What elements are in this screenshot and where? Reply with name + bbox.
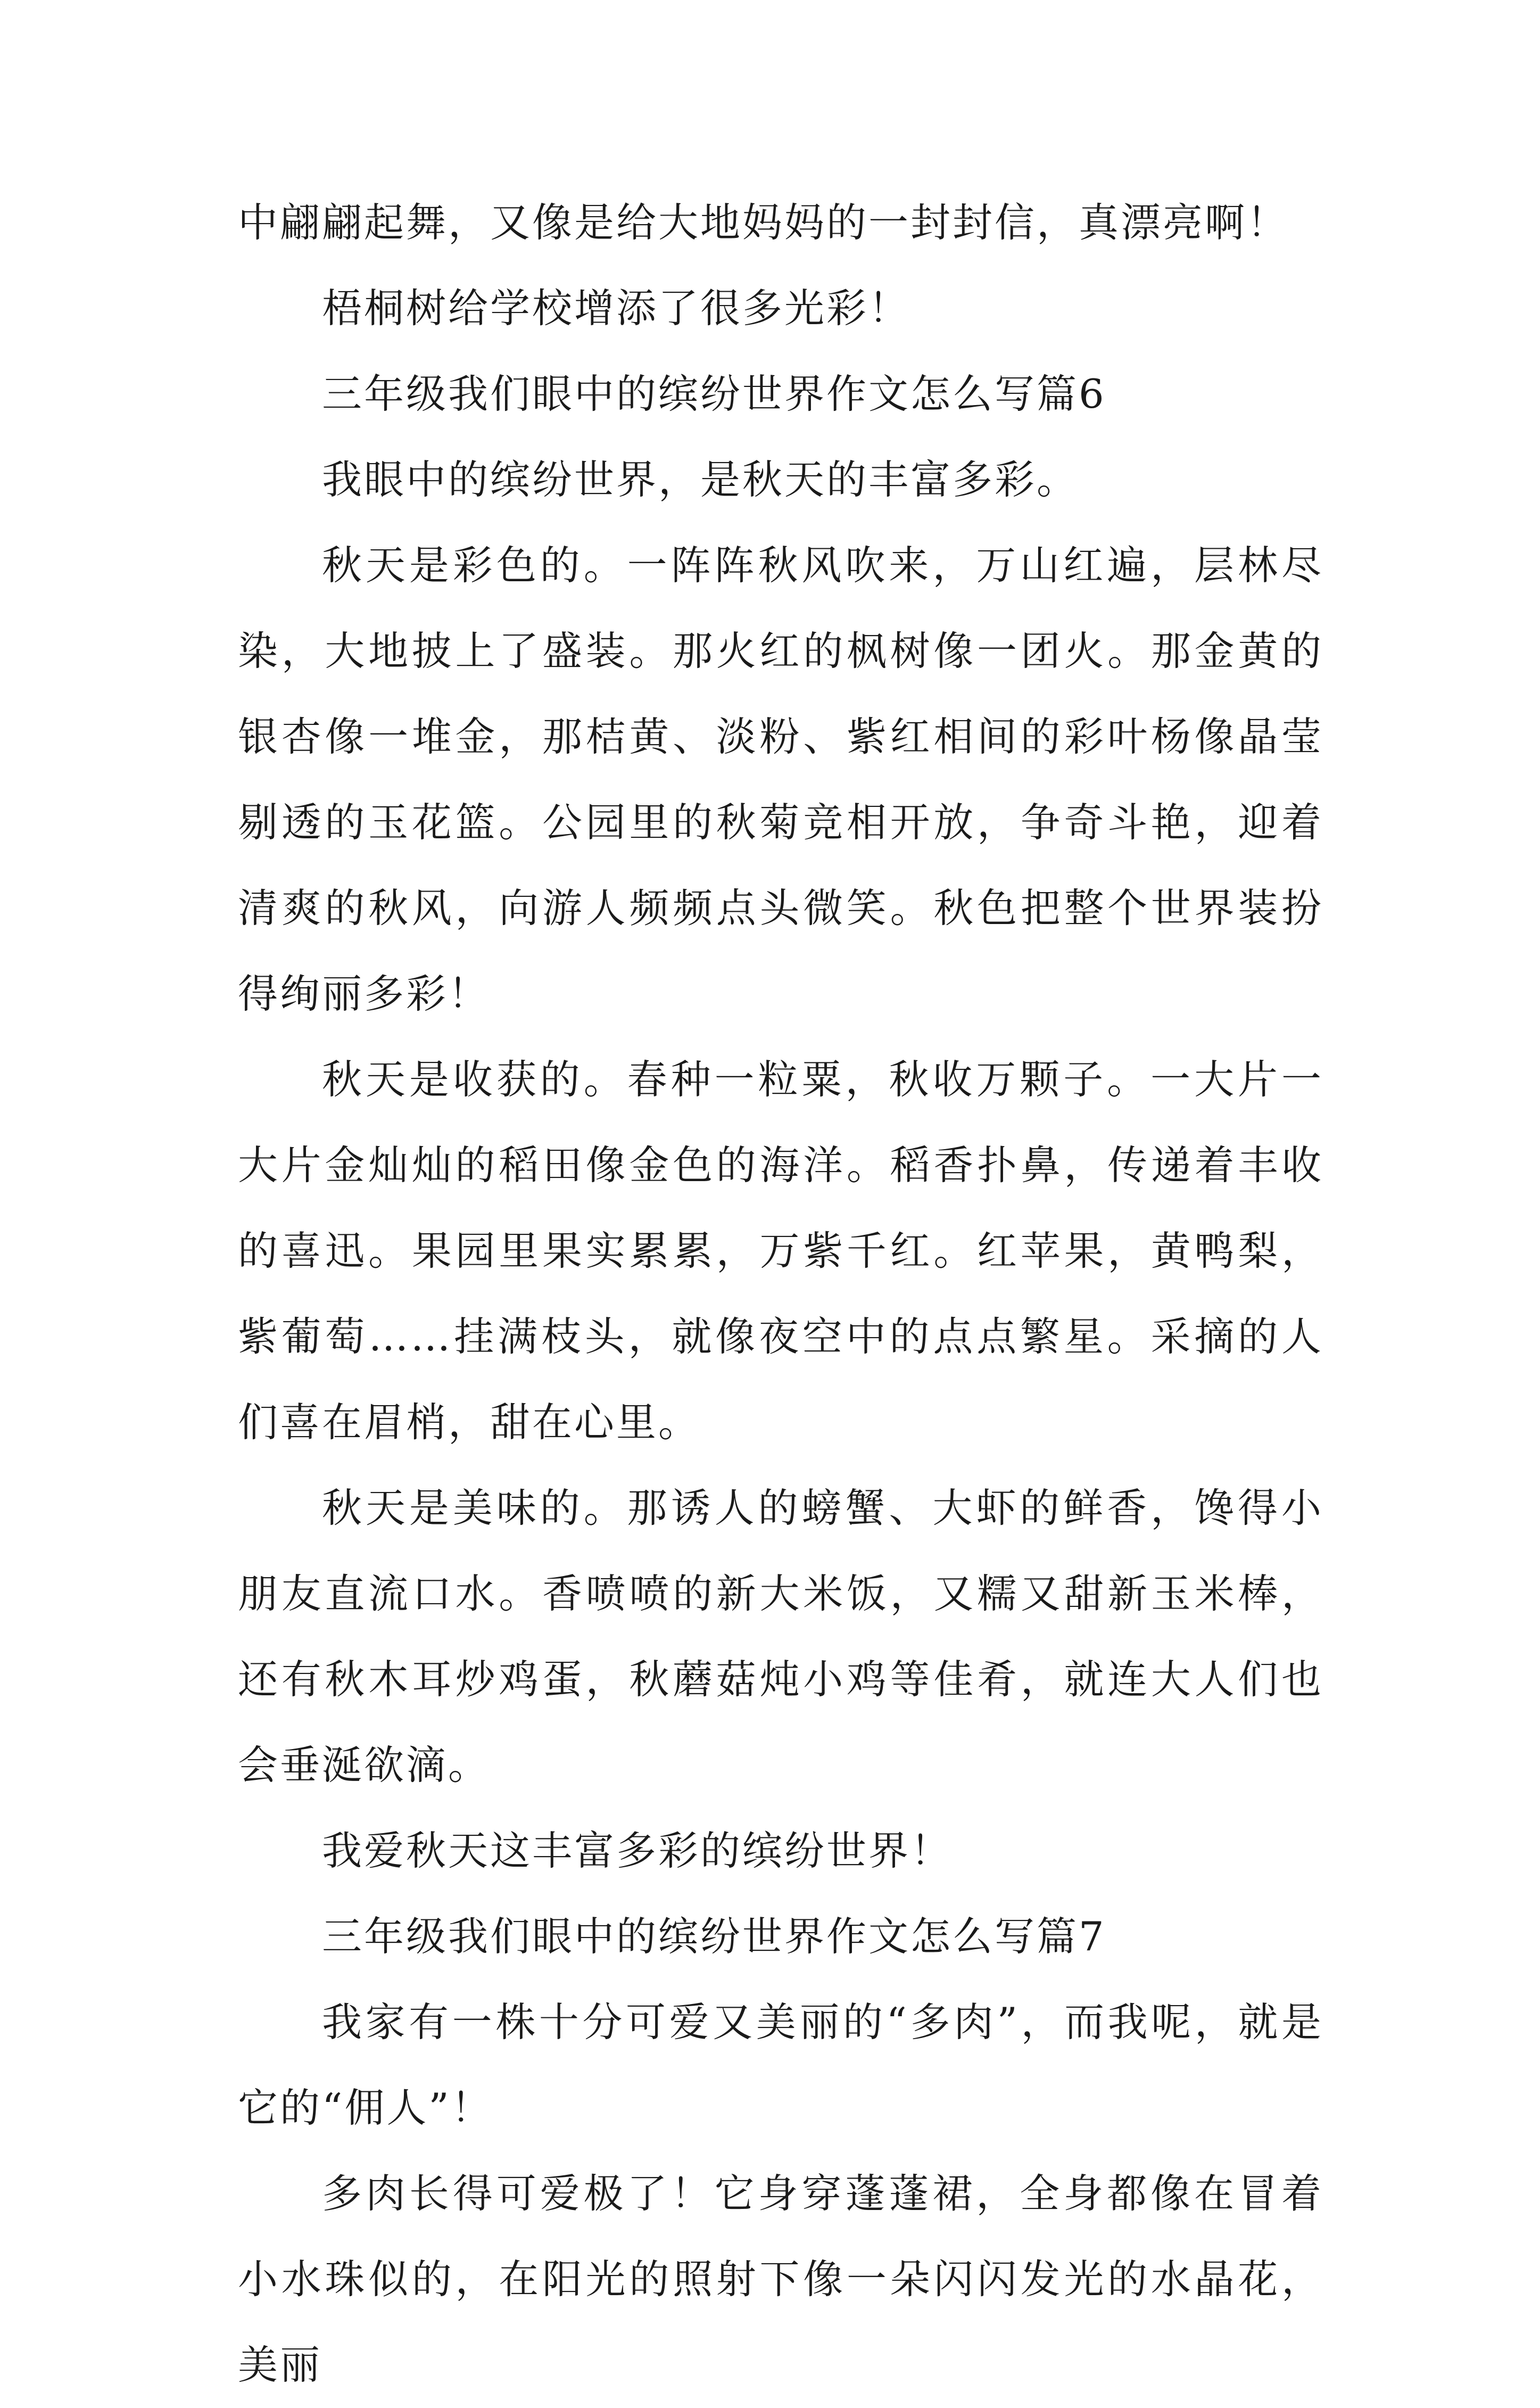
section-heading-7: 三年级我们眼中的缤纷世界作文怎么写篇7 (322, 1913, 1106, 1960)
paragraph-8: 我爱秋天这丰富多彩的缤纷世界！ (322, 1827, 953, 1874)
paragraph-4: 我眼中的缤纷世界，是秋天的丰富多彩。 (322, 456, 1079, 503)
paragraph-11: 多肉长得可爱极了！它身穿蓬蓬裙，全身都像在冒着小水珠似的，在阳光的照射下像一朵闪闪发光的水晶花，美丽 (238, 2170, 1323, 2388)
section-heading-6: 三年级我们眼中的缤纷世界作文怎么写篇6 (322, 370, 1106, 417)
paragraph-5: 秋天是彩色的。一阵阵秋风吹来，万山红遍，层林尽染，大地披上了盛装。那火红的枫树像一团火。那金黄的银杏像一堆金，那桔黄、淡粉、紫红相间的彩叶杨像晶莹剔透的玉花篮。公园里的秋菊竞相开放，争奇斗艳，迎着清爽的秋风，向游人频频点头微笑。秋色把整个世界装扮得绚丽多彩！ (238, 542, 1323, 1017)
paragraph-1: 中翩翩起舞，又像是给大地妈妈的一封封信，真漂亮啊！ (238, 199, 1289, 246)
paragraph-2: 梧桐树给学校增添了很多光彩！ (322, 285, 911, 332)
paragraph-7: 秋天是美味的。那诱人的螃蟹、大虾的鲜香，馋得小朋友直流口水。香喷喷的新大米饭，又糯又甜新玉米棒，还有秋木耳炒鸡蛋，秋蘑菇炖小鸡等佳肴，就连大人们也会垂涎欲滴。 (238, 1485, 1323, 1788)
paragraph-6: 秋天是收获的。春种一粒粟，秋收万颗子。一大片一大片金灿灿的稻田像金色的海洋。稻香扑鼻，传递着丰收的喜迅。果园里果实累累，万紫千红。红苹果，黄鸭梨，紫葡萄……挂满枝头，就像夜空中的点点繁星。采摘的人们喜在眉梢，甜在心里。 (238, 1056, 1323, 1446)
paragraph-10: 我家有一株十分可爱又美丽的“多肉”，而我呢，就是它的“佣人”！ (238, 1999, 1323, 2131)
document-body (238, 180, 1323, 2408)
